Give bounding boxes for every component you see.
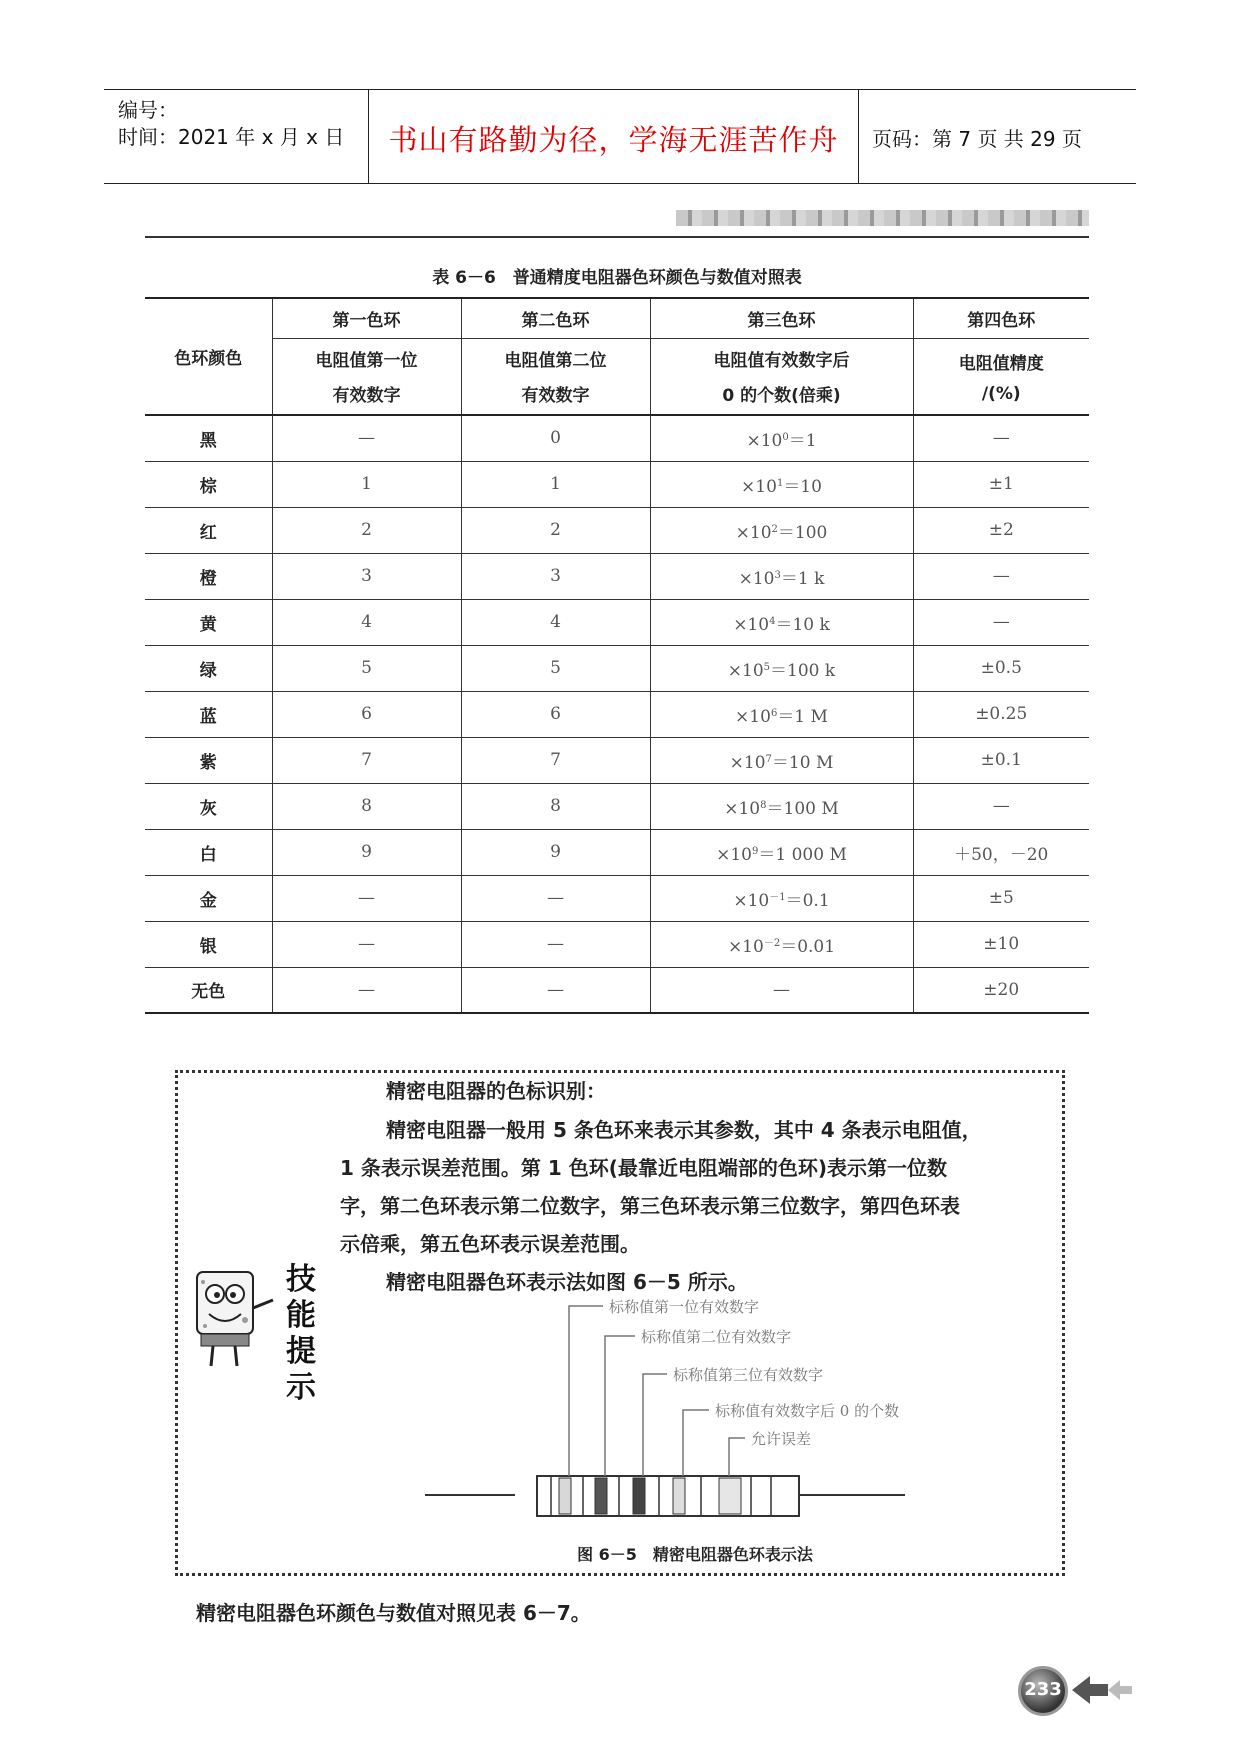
sub-second-l2: 有效数字	[521, 386, 590, 407]
page-number-label: 页码：第 7 页 共 29 页	[872, 127, 1082, 151]
multiplier-exponent: 4	[769, 615, 776, 627]
multiplier-result: ＝1 000 M	[758, 844, 847, 865]
figure-label-1: 标称值第一位有效数字	[609, 1298, 760, 1316]
tips-line-3: 字，第二色环表示第二位数字，第三色环表示第三位数字，第四色环表	[340, 1194, 960, 1218]
second-band-cell: 9	[461, 829, 650, 875]
third-band-cell	[650, 967, 913, 1013]
header-mid-cell	[369, 90, 859, 183]
multiplier-result: ＝0.1	[785, 890, 830, 911]
multiplier-result: ＝0.01	[780, 936, 836, 957]
first-band-cell: 3	[272, 553, 461, 599]
figure-label-2: 标称值第二位有效数字	[641, 1328, 792, 1346]
third-band-cell	[650, 829, 913, 875]
multiplier-result: ＝1 k	[780, 568, 825, 589]
resistor-band	[673, 1478, 685, 1514]
second-band-cell: —	[461, 921, 650, 967]
header-right-cell	[860, 90, 1136, 183]
multiplier-exponent: 9	[752, 845, 759, 857]
third-band-cell	[650, 553, 913, 599]
color-name-cell: 红	[145, 507, 272, 553]
second-band-cell: 8	[461, 783, 650, 829]
header-first-band: 第一色环	[272, 298, 461, 338]
tips-title: 精密电阻器的色标识别：	[386, 1079, 606, 1103]
first-band-cell: 1	[272, 461, 461, 507]
multiplier-exponent: 8	[760, 799, 767, 811]
multiplier-exponent: －1	[769, 891, 786, 903]
multiplier-base: ×10	[727, 936, 764, 957]
fourth-band-cell: —	[913, 783, 1089, 829]
multiplier-base: ×10	[716, 844, 753, 865]
multiplier-exponent: 7	[765, 753, 772, 765]
second-band-cell: 4	[461, 599, 650, 645]
multiplier-base: ×10	[735, 706, 771, 727]
fourth-band-cell: ±20	[913, 967, 1089, 1013]
figure-label-4: 标称值有效数字后 0 的个数	[715, 1402, 900, 1420]
multiplier-result: ＝10 k	[775, 614, 830, 635]
table-row	[145, 461, 1089, 507]
color-name-cell: 紫	[145, 737, 272, 783]
header-fourth-band: 第四色环	[913, 298, 1089, 338]
header-second-band: 第二色环	[461, 298, 650, 338]
multiplier-base: ×10	[741, 476, 777, 497]
third-band-cell	[650, 921, 913, 967]
fourth-band-cell: ±10	[913, 921, 1089, 967]
multiplier-exponent: 3	[774, 569, 781, 581]
header-left-cell	[104, 90, 369, 183]
color-name-cell: 蓝	[145, 691, 272, 737]
sub-third	[650, 338, 913, 415]
first-band-cell: 6	[272, 691, 461, 737]
multiplier-result: ＝10 M	[771, 752, 834, 773]
table-row	[145, 599, 1089, 645]
resistor-band	[633, 1478, 645, 1514]
multiplier-base: ×10	[727, 660, 764, 681]
multiplier-base: —	[773, 979, 790, 1000]
multiplier-result: ＝100	[777, 522, 828, 543]
second-band-cell: 6	[461, 691, 650, 737]
multiplier-result: ＝100 M	[766, 798, 839, 819]
multiplier-exponent: 0	[782, 431, 789, 443]
fourth-band-cell: ＋50，－20	[913, 829, 1089, 875]
first-band-cell: —	[272, 415, 461, 461]
fourth-band-cell: ±0.25	[913, 691, 1089, 737]
multiplier-exponent: 5	[763, 661, 771, 673]
fourth-band-cell: ±0.1	[913, 737, 1089, 783]
fourth-band-cell: —	[913, 415, 1089, 461]
multiplier-base: ×10	[746, 430, 783, 451]
third-band-cell	[650, 461, 913, 507]
multiplier-result: ＝1	[788, 430, 817, 451]
page-badge	[1018, 1666, 1068, 1716]
table-row	[145, 645, 1089, 691]
third-band-cell	[650, 875, 913, 921]
multiplier-exponent: 6	[770, 707, 778, 719]
third-band-cell	[650, 645, 913, 691]
third-band-cell	[650, 737, 913, 783]
table-row	[145, 875, 1089, 921]
color-name-cell: 棕	[145, 461, 272, 507]
table-row	[145, 783, 1089, 829]
table-row	[145, 507, 1089, 553]
sub-second-l1: 电阻值第二位	[504, 351, 607, 372]
second-band-cell: 0	[461, 415, 650, 461]
second-band-cell: 3	[461, 553, 650, 599]
sub-fourth-l2: /(%)	[981, 383, 1021, 404]
fourth-band-cell: —	[913, 599, 1089, 645]
third-band-cell	[650, 507, 913, 553]
sub-first-l1: 电阻值第一位	[315, 351, 418, 372]
table-row	[145, 829, 1089, 875]
resistor-figure	[425, 1290, 965, 1564]
sub-fourth-l1: 电阻值精度	[958, 353, 1044, 374]
multiplier-exponent: 2	[771, 523, 778, 535]
tips-line-5: 精密电阻器色环表示法如图 6－5 所示。	[386, 1270, 748, 1294]
first-band-cell: 8	[272, 783, 461, 829]
tips-line-1: 精密电阻器一般用 5 条色环来表示其参数，其中 4 条表示电阻值，	[386, 1118, 982, 1142]
multiplier-base: ×10	[729, 752, 766, 773]
footer-text: 精密电阻器色环颜色与数值对照见表 6－7。	[196, 1601, 591, 1625]
multiplier-result: ＝1 M	[777, 706, 828, 727]
table-subheader-row	[145, 338, 1089, 415]
table-body	[145, 415, 1089, 1013]
multiplier-result: ＝100 k	[770, 660, 836, 681]
table-caption: 表 6－6 普通精度电阻器色环颜色与数值对照表	[432, 268, 802, 288]
first-band-cell: 5	[272, 645, 461, 691]
table-row	[145, 415, 1089, 461]
resistor-band	[719, 1478, 741, 1514]
multiplier-base: ×10	[724, 798, 761, 819]
page-header	[104, 89, 1136, 184]
doc-number-label: 编号：	[118, 98, 178, 122]
table-header-row	[145, 298, 1089, 338]
first-band-cell: 2	[272, 507, 461, 553]
multiplier-base: ×10	[733, 890, 770, 911]
figure-label-3: 标称值第三位有效数字	[673, 1366, 824, 1384]
scan-strip	[676, 210, 1089, 226]
color-name-cell: 灰	[145, 783, 272, 829]
header-third-band: 第三色环	[650, 298, 913, 338]
second-band-cell: —	[461, 875, 650, 921]
table-row	[145, 737, 1089, 783]
color-name-cell: 无色	[145, 967, 272, 1013]
third-band-cell	[650, 783, 913, 829]
sub-third-l2: 0 的个数(倍乘)	[722, 386, 841, 407]
resistor-color-table	[145, 297, 1089, 1014]
doc-time-label: 时间：2021 年 x 月 x 日	[118, 125, 345, 149]
top-rule	[145, 236, 1089, 238]
first-band-cell: —	[272, 875, 461, 921]
resistor-diagram	[425, 1290, 965, 1540]
multiplier-base: ×10	[735, 522, 772, 543]
second-band-cell: —	[461, 967, 650, 1013]
table-row	[145, 691, 1089, 737]
third-band-cell	[650, 415, 913, 461]
back-arrow-icon	[1068, 1672, 1134, 1708]
fourth-band-cell: ±1	[913, 461, 1089, 507]
multiplier-base: ×10	[733, 614, 770, 635]
resistor-band	[559, 1478, 571, 1514]
fourth-band-cell: ±0.5	[913, 645, 1089, 691]
first-band-cell: —	[272, 921, 461, 967]
table-row	[145, 967, 1089, 1013]
second-band-cell: 7	[461, 737, 650, 783]
multiplier-result: ＝10	[783, 476, 822, 497]
sub-first-l2: 有效数字	[332, 386, 401, 407]
tips-line-4: 示倍乘，第五色环表示误差范围。	[340, 1232, 640, 1256]
multiplier-exponent: －2	[763, 937, 781, 949]
resistor-band	[595, 1478, 607, 1514]
first-band-cell: 9	[272, 829, 461, 875]
sub-fourth	[913, 338, 1089, 415]
header-motto: 书山有路勤为径，学海无涯苦作舟	[388, 123, 839, 157]
color-name-cell: 橙	[145, 553, 272, 599]
first-band-cell: —	[272, 967, 461, 1013]
sub-second	[461, 338, 650, 415]
fourth-band-cell: —	[913, 553, 1089, 599]
multiplier-exponent: 1	[776, 477, 784, 489]
second-band-cell: 1	[461, 461, 650, 507]
second-band-cell: 5	[461, 645, 650, 691]
sub-third-l1: 电阻值有效数字后	[713, 351, 850, 372]
color-name-cell: 金	[145, 875, 272, 921]
page-badge-number: 233	[1024, 1679, 1062, 1700]
color-name-cell: 绿	[145, 645, 272, 691]
corner-header: 色环颜色	[145, 298, 272, 415]
figure-label-5: 允许误差	[751, 1430, 812, 1448]
first-band-cell: 4	[272, 599, 461, 645]
tips-line-2: 1 条表示误差范围。第 1 色环(最靠近电阻端部的色环)表示第一位数	[340, 1156, 948, 1180]
first-band-cell: 7	[272, 737, 461, 783]
figure-caption: 图 6－5 精密电阻器色环表示法	[577, 1545, 813, 1564]
color-name-cell: 白	[145, 829, 272, 875]
table-row	[145, 921, 1089, 967]
table-row	[145, 553, 1089, 599]
color-name-cell: 黑	[145, 415, 272, 461]
fourth-band-cell: ±5	[913, 875, 1089, 921]
fourth-band-cell: ±2	[913, 507, 1089, 553]
multiplier-base: ×10	[738, 568, 775, 589]
color-name-cell: 银	[145, 921, 272, 967]
second-band-cell: 2	[461, 507, 650, 553]
third-band-cell	[650, 599, 913, 645]
color-name-cell: 黄	[145, 599, 272, 645]
tips-side-label: 技能提示	[286, 1262, 316, 1405]
sub-first	[272, 338, 461, 415]
third-band-cell	[650, 691, 913, 737]
